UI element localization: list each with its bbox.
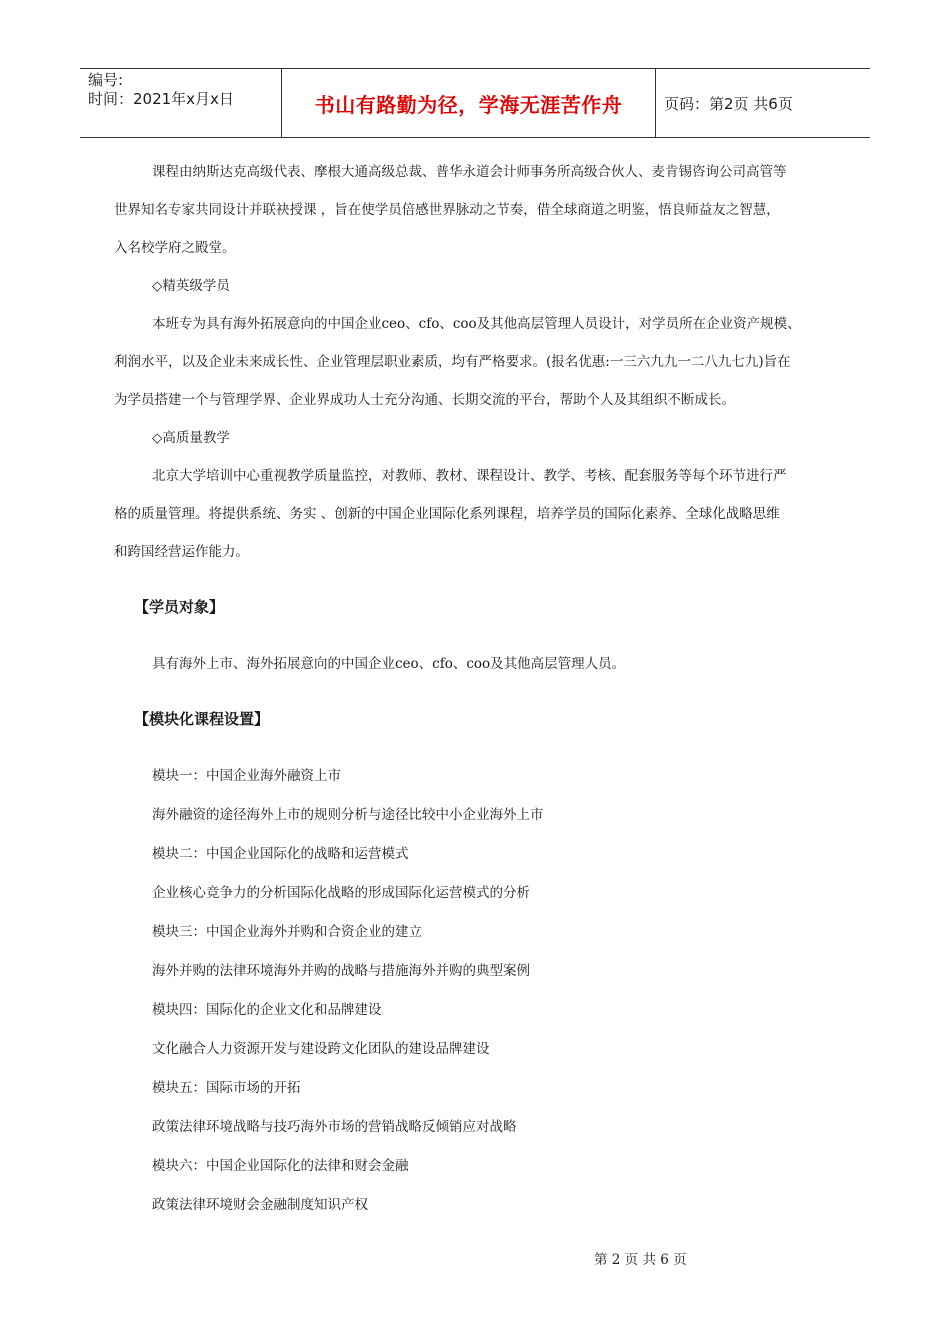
elite-line: 利润水平，以及企业未来成长性、企业管理层职业素质，均有严格要求。(报名优惠:一三六九九一二八九七九)旨在 [114,354,791,370]
elite-subtitle: ◇精英级学员 [152,278,230,294]
intro-line: 世界知名专家共同设计并联袂授课 ，旨在使学员倍感世界脉动之节奏，借全球商道之明鉴，悟良师益友之智慧， [114,202,780,218]
quality-line: 北京大学培训中心重视教学质量监控，对教师、教材、课程设计、教学、考核、配套服务等每个环节进行严 [152,468,787,484]
module-title: 模块一：中国企业海外融资上市 [152,768,341,784]
motto: 书山有路勤为径，学海无涯苦作舟 [314,92,623,117]
target-heading: 【学员对象】 [134,598,225,616]
page-info: 页码：第2页 共6页 [664,94,793,113]
module-detail: 海外并购的法律环境海外并购的战略与措施海外并购的典型案例 [152,963,530,979]
target-text: 具有海外上市、海外拓展意向的中国企业ceo、cfo、coo及其他高层管理人员。 [152,656,626,672]
elite-line: 本班专为具有海外拓展意向的中国企业ceo、cfo、coo及其他高层管理人员设计，对学员所在企业资产规模、 [152,316,801,332]
date-line: 时间：2021年x月x日 [88,90,234,108]
module-detail: 政策法律环境财会金融制度知识产权 [152,1197,368,1213]
module-title: 模块四：国际化的企业文化和品牌建设 [152,1002,382,1018]
elite-line: 为学员搭建一个与管理学界、企业界成功人士充分沟通、长期交流的平台，帮助个人及其组织不断成长。 [114,392,735,408]
header-page-info [656,69,870,137]
module-detail: 文化融合人力资源开发与建设跨文化团队的建设品牌建设 [152,1041,490,1057]
quality-line: 和跨国经营运作能力。 [114,544,249,560]
header-motto-cell [282,69,656,137]
number-label: 编号: [88,71,124,89]
intro-line: 课程由纳斯达克高级代表、摩根大通高级总裁、普华永道会计师事务所高级合伙人、麦肯锡咨询公司高管等 [152,164,787,180]
intro-line: 入名校学府之殿堂。 [114,240,236,256]
quality-line: 格的质量管理。将提供系统、务实 、创新的中国企业国际化系列课程，培养学员的国际化素养、全球化战略思维 [114,506,780,522]
module-title: 模块五：国际市场的开拓 [152,1080,301,1096]
module-title: 模块三：中国企业海外并购和合资企业的建立 [152,924,422,940]
module-detail: 政策法律环境战略与技巧海外市场的营销战略反倾销应对战略 [152,1119,517,1135]
modules-heading: 【模块化课程设置】 [134,710,270,728]
module-title: 模块六：中国企业国际化的法律和财会金融 [152,1158,409,1174]
module-title: 模块二：中国企业国际化的战略和运营模式 [152,846,409,862]
page-footer: 第 2 页 共 6 页 [594,1252,687,1268]
module-detail: 企业核心竞争力的分析国际化战略的形成国际化运营模式的分析 [152,885,530,901]
header-meta [80,69,282,137]
page-header [80,68,870,138]
module-detail: 海外融资的途径海外上市的规则分析与途径比较中小企业海外上市 [152,807,544,823]
quality-subtitle: ◇高质量教学 [152,430,230,446]
